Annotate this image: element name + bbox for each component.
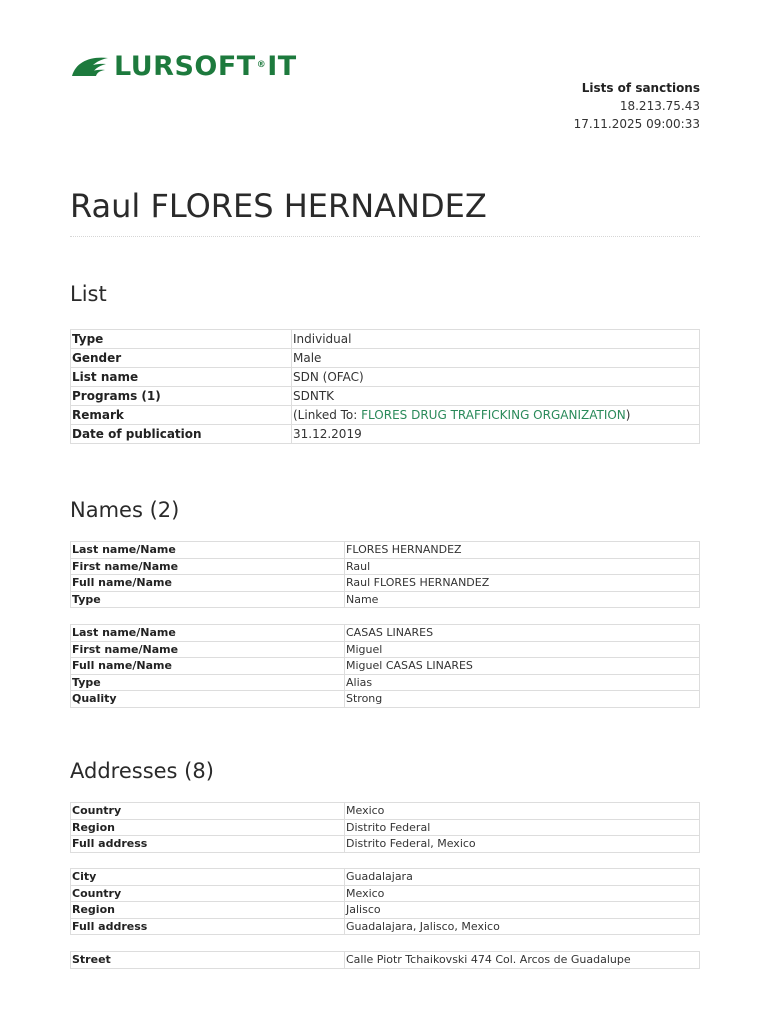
row-value: Miguel CASAS LINARES [345, 658, 700, 675]
addresses-table-2 [70, 868, 700, 935]
table-row [71, 349, 700, 368]
row-label: Street [71, 952, 345, 969]
row-value: Raul [345, 558, 700, 575]
row-label: Last name/Name [71, 625, 345, 642]
row-value: Male [292, 349, 700, 368]
row-value: Alias [345, 674, 700, 691]
row-value: Calle Piotr Tchaikovski 474 Col. Arcos de Guadalupe [345, 952, 700, 969]
row-value: Distrito Federal [345, 819, 700, 836]
table-row [71, 558, 700, 575]
row-label: Type [71, 591, 345, 608]
table-row [71, 691, 700, 708]
row-value: Raul FLORES HERNANDEZ [345, 575, 700, 592]
row-label: Quality [71, 691, 345, 708]
table-row [71, 406, 700, 425]
names-heading: Names (2) [70, 498, 180, 522]
addresses-heading: Addresses (8) [70, 759, 214, 783]
row-label: Date of publication [71, 425, 292, 444]
row-label: Region [71, 819, 345, 836]
row-value: Jalisco [345, 902, 700, 919]
table-row [71, 591, 700, 608]
addresses-table-3 [70, 951, 700, 969]
table-row [71, 819, 700, 836]
addresses-table-1 [70, 802, 700, 853]
ip-address: 18.213.75.43 [619, 99, 700, 113]
row-label: Full address [71, 918, 345, 935]
table-row [71, 641, 700, 658]
row-value: Mexico [345, 885, 700, 902]
linked-organization-link[interactable]: FLORES DRUG TRAFFICKING ORGANIZATION [361, 408, 626, 422]
table-row [71, 387, 700, 406]
names-table-1 [70, 541, 700, 608]
row-label: Country [71, 803, 345, 820]
row-label: Type [71, 330, 292, 349]
page-title: Raul FLORES HERNANDEZ [70, 186, 700, 237]
row-value: Strong [345, 691, 700, 708]
table-row [71, 836, 700, 853]
row-value: Individual [292, 330, 700, 349]
row-label: Full name/Name [71, 575, 345, 592]
remark-value: (Linked To: FLORES DRUG TRAFFICKING ORGANIZATION) [292, 406, 700, 425]
table-row [71, 658, 700, 675]
row-value: Guadalajara [345, 869, 700, 886]
row-value: 31.12.2019 [292, 425, 700, 444]
table-row [71, 902, 700, 919]
row-label: Full address [71, 836, 345, 853]
report-datetime: 17.11.2025 09:00:33 [573, 117, 700, 131]
row-label: Programs (1) [71, 387, 292, 406]
table-row [71, 885, 700, 902]
table-row [71, 625, 700, 642]
row-value: CASAS LINARES [345, 625, 700, 642]
table-row [71, 803, 700, 820]
table-row [71, 330, 700, 349]
table-row [71, 425, 700, 444]
row-value: Name [345, 591, 700, 608]
list-heading: List [70, 282, 107, 306]
table-row [71, 542, 700, 559]
leaf-logo-icon [70, 54, 110, 80]
row-label: Gender [71, 349, 292, 368]
row-label: List name [71, 368, 292, 387]
row-value: Mexico [345, 803, 700, 820]
row-label: Last name/Name [71, 542, 345, 559]
row-value: Guadalajara, Jalisco, Mexico [345, 918, 700, 935]
row-value: SDNTK [292, 387, 700, 406]
row-label: Country [71, 885, 345, 902]
row-label: Type [71, 674, 345, 691]
table-row [71, 674, 700, 691]
table-row [71, 918, 700, 935]
row-label: Region [71, 902, 345, 919]
row-label: Full name/Name [71, 658, 345, 675]
row-label: First name/Name [71, 558, 345, 575]
row-label: Remark [71, 406, 292, 425]
list-table [70, 329, 700, 444]
names-table-2 [70, 624, 700, 708]
row-label: First name/Name [71, 641, 345, 658]
report-type: Lists of sanctions [581, 81, 700, 95]
row-value: SDN (OFAC) [292, 368, 700, 387]
lursoft-logo[interactable] [70, 52, 297, 82]
row-value: Miguel [345, 641, 700, 658]
row-value: Distrito Federal, Mexico [345, 836, 700, 853]
table-row [71, 368, 700, 387]
row-value: FLORES HERNANDEZ [345, 542, 700, 559]
table-row [71, 575, 700, 592]
row-label: City [71, 869, 345, 886]
table-row [71, 869, 700, 886]
table-row [71, 952, 700, 969]
report-meta [574, 79, 700, 133]
logo-wordmark: LURSOFT®IT [114, 51, 297, 82]
